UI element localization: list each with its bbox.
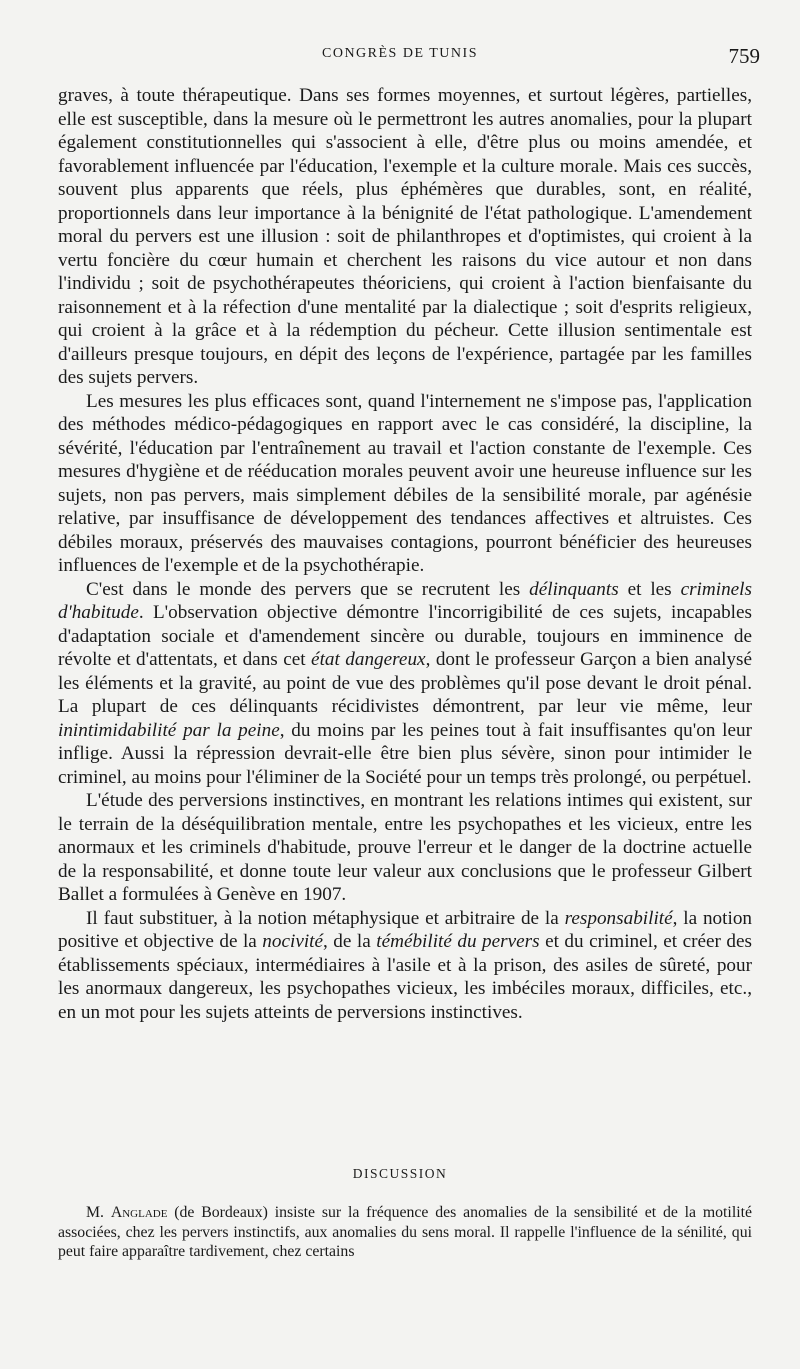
body-paragraph — [58, 789, 752, 907]
text-run: , la notion positive et objective de la — [58, 907, 753, 952]
running-title: CONGRÈS DE TUNIS — [322, 46, 478, 61]
discussion-paragraph — [58, 1203, 752, 1262]
body-paragraph — [58, 84, 752, 390]
body-paragraph — [58, 390, 752, 578]
text-run: graves, à toute thérapeutique. Dans ses formes moyennes, et surtout légères, partielles, elle est susceptible, dans la mesure où le permettront les autres anomalies, pour la plupart également constitutionnelles qui s'associent à elle, d'être plus ou moins amendée, et favorablement influencée par l'éducation, l'exemple et la culture morale. Mais ces succès, souvent plus apparents que réels, plus éphémères que durables, sont, en réalité, proportionnels dans leur importance à la bénignité de l'état pathologique. L'amendement moral du pervers est une illusion : soit de philanthropes et d'optimistes, qui croient à la vertu foncière du cœur humain et cherchent les raisons du vice autour et non dans l'individu ; soit de psychothérapeutes théoriciens, qui croient à l'action bienfaisante du raisonnement et à la réfection d'une mentalité par la dialectique ; soit d'esprits religieux, qui croient à la grâce et à la rédemption du pécheur. Cette illusion sentimentale est d'ailleurs presque toujours, en dépit des leçons de l'expérience, partagée par les familles des sujets pervers. — [58, 85, 752, 388]
discussion-text: (de Bordeaux) insiste sur la fréquence des anomalies de la sensibilité et de la motilité associées, chez les pervers instinctifs, aux anomalies du sens moral. Il rappelle l'influence de la sénilité, qui peut faire apparaître tardivement, chez certains — [58, 1204, 753, 1260]
text-run: , de la — [323, 931, 377, 952]
body-paragraph — [58, 578, 752, 790]
italic-term: état dangereux — [311, 649, 426, 670]
italic-term: inintimidabilité par la peine — [58, 719, 280, 741]
text-run: et du criminel, et créer des établissements spéciaux, intermédiaires à l'asile et à la prison, des asiles de sûreté, pour les anormaux dangereux, les psychopathes vicieux, les imbéciles moraux, difficiles, etc., en un mot pour les sujets atteints de perversions instinctives. — [58, 931, 752, 1023]
section-heading: DISCUSSION — [352, 1166, 448, 1181]
italic-term: témébilité du pervers — [376, 931, 540, 952]
body-text — [58, 84, 752, 1024]
italic-term: nocivité — [262, 931, 324, 952]
text-run: , du moins par les peines tout à fait insuffisantes qu'on leur inflige. Aussi la répression devrait-elle être bien plus sévère, sinon pour intimider le criminel, au moins pour l'éliminer de la Société pour un temps très prolongé, ou perpétuel. — [58, 719, 752, 788]
discussion-section — [58, 1203, 752, 1262]
text-run: et les — [618, 578, 681, 600]
speaker-name: Anglade — [110, 1204, 168, 1221]
italic-term: criminels d'habitude — [58, 578, 752, 623]
page-header — [0, 44, 800, 74]
speaker-prefix: M. — [86, 1204, 111, 1221]
italic-term: délinquants — [529, 578, 619, 600]
text-run: L'étude des perversions instinctives, en montrant les relations intimes qui existent, sur le terrain de la déséquilibration mentale, entre les psychopathes et les vicieux, entre les anormaux et les criminels d'habitude, prouve l'erreur et le danger de la doctrine actuelle de la responsabilité, et donne toute leur valeur aux conclusions que le professeur Gilbert Ballet a formulées à Genève en 1907. — [58, 790, 752, 905]
page-number: 759 — [728, 44, 760, 68]
text-run: Il faut substituer, à la notion métaphysique et arbitraire de la — [86, 907, 565, 929]
text-run: Les mesures les plus efficaces sont, quand l'internement ne s'impose pas, l'application des méthodes médico-pédagogiques en rapport avec le cas considéré, la discipline, la sévérité, l'éducation par l'entraînement au travail et l'action constante de l'exemple. Ces mesures d'hygiène et de rééducation morales peuvent avoir une heureuse influence sur les sujets, non pas pervers, mais simplement débiles de la sensibilité morale, par agénésie relative, par insuffisance de développement des tendances affectives et altruistes. Ces débiles moraux, préservés des mauvaises contagions, pourront bénéficier des heureuses influences de l'exemple et de la psychothérapie. — [58, 390, 752, 576]
body-paragraph — [58, 907, 752, 1025]
text-run: , dont le professeur Garçon a bien analysé les éléments et la gravité, au point de vue des problèmes qu'il pose devant le droit pénal. La plupart de ces délinquants récidivistes démontrent, par leur vie même, leur — [58, 649, 752, 717]
text-run: C'est dans le monde des pervers que se recrutent les — [86, 578, 530, 600]
italic-term: responsabilité — [564, 907, 673, 929]
text-run: . L'observation objective démontre l'incorrigibilité de ces sujets, incapables d'adaptation sociale et d'amendement sincère ou durable, toujours en imminence de révolte et d'attentats, et dans cet — [58, 602, 752, 670]
